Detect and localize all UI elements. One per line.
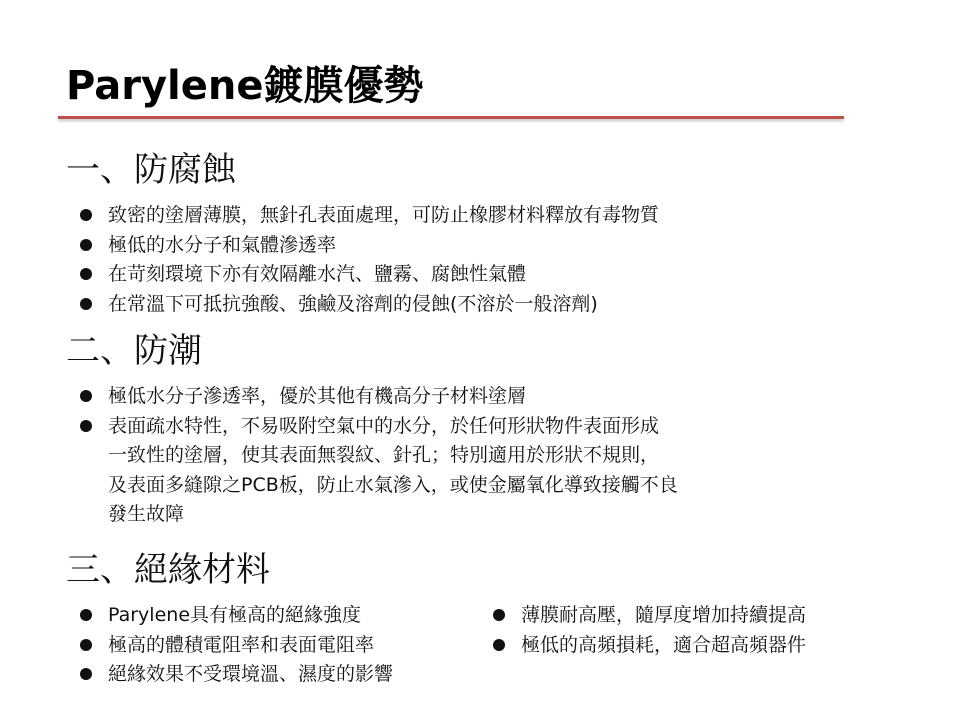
bullet-text: 極低的水分子和氣體滲透率 bbox=[108, 233, 337, 256]
list-item bbox=[493, 601, 806, 631]
bullet-list-insulation-right bbox=[493, 601, 806, 660]
section-heading-insulation: 三、絕緣材料 bbox=[66, 550, 270, 590]
bullet-dot-icon bbox=[80, 239, 92, 251]
bullet-text: Parylene具有極高的絕緣強度 bbox=[108, 604, 362, 626]
section-heading-corrosion: 一、防腐蝕 bbox=[66, 150, 236, 190]
list-item bbox=[80, 290, 659, 320]
bullet-list-corrosion bbox=[80, 201, 659, 319]
section-heading-moisture: 二、防潮 bbox=[66, 331, 202, 371]
bullet-dot-icon bbox=[80, 390, 92, 402]
bullet-text: 在苛刻環境下亦有效隔離水汽、鹽霧、腐蝕性氣體 bbox=[108, 263, 527, 285]
bullet-text-line: 及表面多縫隙之PCB板，防止水氣滲入，或使金屬氧化導致接觸不良 bbox=[108, 473, 678, 496]
list-item bbox=[80, 201, 659, 231]
bullet-dot-icon bbox=[493, 609, 505, 621]
list-item bbox=[80, 412, 678, 530]
bullet-dot-icon bbox=[80, 639, 92, 651]
bullet-text-line: 表面疏水特性，不易吸附空氣中的水分，於任何形狀物件表面形成 bbox=[108, 414, 660, 437]
bullet-dot-icon bbox=[80, 609, 92, 621]
slide-title: Parylene鍍膜優勢 bbox=[66, 63, 424, 109]
bullet-dot-icon bbox=[80, 668, 92, 680]
title-underline bbox=[58, 116, 844, 119]
bullet-list-insulation-left bbox=[80, 601, 393, 690]
bullet-text: 極高的體積電阻率和表面電阻率 bbox=[108, 633, 375, 656]
bullet-text: 絕緣效果不受環境溫、濕度的影響 bbox=[108, 663, 394, 685]
bullet-dot-icon bbox=[80, 209, 92, 221]
list-item bbox=[80, 601, 393, 631]
list-item bbox=[80, 382, 678, 412]
bullet-text: 致密的塗層薄膜，無針孔表面處理，可防止橡膠材料釋放有毒物質 bbox=[108, 204, 660, 226]
list-item bbox=[80, 660, 393, 690]
bullet-dot-icon bbox=[80, 298, 92, 310]
list-item bbox=[80, 631, 393, 661]
bullet-dot-icon bbox=[80, 268, 92, 280]
list-item bbox=[80, 260, 659, 290]
bullet-dot-icon bbox=[80, 420, 92, 432]
bullet-text-line: 發生故障 bbox=[108, 503, 185, 525]
bullet-dot-icon bbox=[493, 639, 505, 651]
bullet-text: 在常溫下可抵抗強酸、強鹼及溶劑的侵蝕(不溶於一般溶劑) bbox=[108, 292, 598, 315]
bullet-text: 極低的高頻損耗，適合超高頻器件 bbox=[521, 633, 807, 656]
list-item bbox=[493, 631, 806, 661]
bullet-text: 薄膜耐高壓，隨厚度增加持續提高 bbox=[521, 604, 807, 626]
bullet-list-moisture bbox=[80, 382, 678, 530]
list-item bbox=[80, 231, 659, 261]
bullet-text: 極低水分子滲透率，優於其他有機高分子材料塗層 bbox=[108, 385, 527, 407]
bullet-text-line: 一致性的塗層，使其表面無裂紋、針孔；特別適用於形狀不規則， bbox=[108, 444, 660, 466]
